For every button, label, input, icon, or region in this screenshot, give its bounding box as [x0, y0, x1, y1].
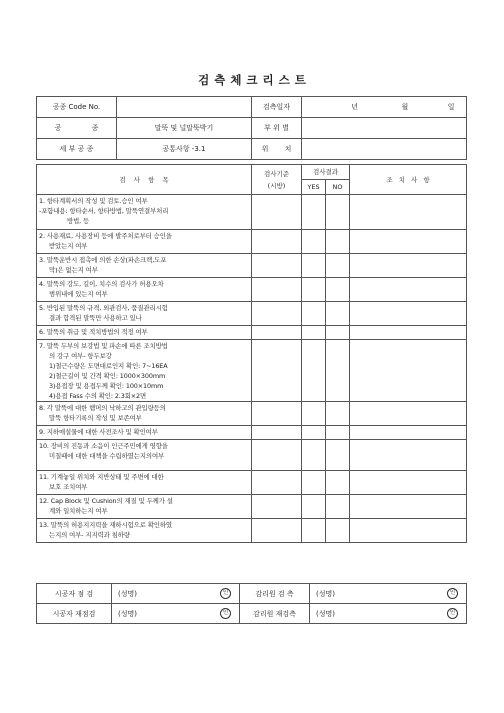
checklist-action-cell[interactable]: [350, 254, 467, 278]
location-value[interactable]: [302, 118, 467, 139]
checklist-no-cell[interactable]: [326, 471, 350, 495]
info-table: [36, 96, 467, 160]
checklist-item: [37, 519, 252, 543]
checklist-item-line: 2. 사용재료, 사용장비 등에 발주처로부터 승인을: [39, 232, 172, 240]
checklist-row: [37, 278, 467, 302]
checklist-yes-cell[interactable]: [302, 471, 326, 495]
supervisor-reinspection-label: 감리원 재검측: [240, 604, 310, 624]
checklist-item-line: 8. 각 말뚝에 대한 햄머의 낙하고의 관입량등의: [39, 404, 166, 412]
checklist-item-line: 9. 지하매설물에 대한 사전조사 및 확인여부: [39, 428, 158, 436]
checklist-item-line: 4. 말뚝의 강도, 길이, 치수의 검사가 허용오차: [39, 280, 164, 288]
checklist-item-line: 5. 반입된 말뚝의 규격, 외관검사, 품질관리시험: [39, 304, 168, 312]
checklist-item-line: 받았는지 여부: [49, 242, 88, 250]
checklist-item-line: 범위내에 있는지 여부: [49, 290, 108, 298]
checklist-standard-cell[interactable]: [252, 402, 302, 426]
checklist-yes-cell[interactable]: [302, 326, 326, 340]
checklist-item-line: 2)철근길이 및 간격 확인: 1000×300mm: [49, 372, 166, 380]
work-type-value: 말뚝 및 널말뚝박기: [117, 118, 252, 139]
checklist-no-cell[interactable]: [326, 195, 350, 230]
checklist-yes-cell[interactable]: [302, 195, 326, 230]
checklist-yes-cell[interactable]: [302, 426, 326, 440]
checklist-item-line: 7. 말뚝 두부의 보강법 및 파손에 따른 조치방법: [39, 342, 168, 350]
date-month-label: 월: [401, 103, 409, 111]
checklist-item: [37, 254, 252, 278]
checklist-no-cell[interactable]: [326, 519, 350, 543]
checklist-yes-cell[interactable]: [302, 440, 326, 471]
checklist-item-line: 12. Cap Block 및 Cushion의 재질 및 두께가 설: [39, 497, 173, 505]
header-yes: YES: [302, 180, 326, 195]
checklist-standard-cell[interactable]: [252, 230, 302, 254]
checklist-row: [37, 340, 467, 402]
checklist-item: [37, 195, 252, 230]
checklist-item-line: 결과 합격된 말뚝만 사용하고 있나: [49, 314, 142, 322]
header-result: 검사결과: [302, 165, 350, 180]
checklist-standard-cell[interactable]: [252, 278, 302, 302]
supervisor-reinspection-name: (성명): [316, 609, 335, 618]
checklist-action-cell[interactable]: [350, 426, 467, 440]
checklist-item: [37, 326, 252, 340]
checklist-row: [37, 402, 467, 426]
checklist-item-line: 1)철근수량은 도면대로인지 확인: 7~16EA: [49, 362, 168, 370]
checklist-action-cell[interactable]: [350, 302, 467, 326]
checklist-standard-cell[interactable]: [252, 326, 302, 340]
checklist-row: [37, 326, 467, 340]
inspection-date-value[interactable]: [302, 97, 467, 118]
header-items: 검 사 항 목: [37, 165, 252, 195]
checklist-table: [36, 164, 467, 543]
sub-work-value: 공통사항 -3.1: [117, 139, 252, 160]
checklist-row: [37, 230, 467, 254]
checklist-action-cell[interactable]: [350, 471, 467, 495]
checklist-item: [37, 426, 252, 440]
checklist-action-cell[interactable]: [350, 440, 467, 471]
checklist-item: [37, 302, 252, 326]
checklist-item-line: 6. 말뚝의 취급 및 적치방법의 적정 여부: [39, 328, 148, 336]
checklist-action-cell[interactable]: [350, 195, 467, 230]
header-standard-line1: 검사기준: [263, 169, 290, 178]
supervisor-inspection-signature[interactable]: [310, 584, 467, 604]
checklist-item-line: 막)은 없는지 여부: [49, 266, 98, 274]
checklist-yes-cell[interactable]: [302, 340, 326, 402]
contractor-reinspection-label: 시공자 재점검: [37, 604, 112, 624]
contractor-reinspection-name: (성명): [118, 609, 137, 618]
location-label: 부 위 별: [252, 118, 302, 139]
checklist-item: [37, 340, 252, 402]
date-day-label: 일: [447, 103, 455, 111]
checklist-yes-cell[interactable]: [302, 278, 326, 302]
checklist-no-cell[interactable]: [326, 230, 350, 254]
checklist-action-cell[interactable]: [350, 340, 467, 402]
checklist-item-line: 4)용접 Fass 수의 확인: 2.3회×2면: [49, 392, 147, 400]
checklist-row: [37, 254, 467, 278]
checklist-item: [37, 278, 252, 302]
supervisor-inspection-name: (성명): [316, 589, 335, 598]
contractor-inspection-signature[interactable]: [112, 584, 240, 604]
signature-table: [36, 583, 467, 624]
checklist-no-cell[interactable]: [326, 340, 350, 402]
checklist-action-cell[interactable]: [350, 495, 467, 519]
checklist-standard-cell[interactable]: [252, 302, 302, 326]
checklist-action-cell[interactable]: [350, 278, 467, 302]
header-action: 조 치 사 항: [350, 165, 467, 195]
checklist-item: [37, 230, 252, 254]
checklist-item-line: 방법, 등: [67, 217, 90, 225]
checklist-item-line: 보호 조치여부: [49, 483, 88, 491]
checklist-item: [37, 495, 252, 519]
project-code-value[interactable]: [117, 97, 252, 118]
supervisor-reinspection-signature[interactable]: [310, 604, 467, 624]
seal-icon: 인: [220, 588, 231, 599]
checklist-item: [37, 402, 252, 426]
work-type-label: 공 종: [37, 118, 117, 139]
checklist-row: [37, 471, 467, 495]
checklist-yes-cell[interactable]: [302, 495, 326, 519]
checklist-row: [37, 426, 467, 440]
checklist-row: [37, 495, 467, 519]
checklist-item-line: 말뚝 항타기록의 작성 및 보존여부: [49, 414, 142, 422]
checklist-item-line: -포함내용: 항타순서, 항타방법, 말뚝연결부처리: [39, 207, 169, 215]
contractor-inspection-label: 시공자 점 검: [37, 584, 112, 604]
checklist-no-cell[interactable]: [326, 302, 350, 326]
checklist-standard-cell[interactable]: [252, 254, 302, 278]
checklist-row: [37, 302, 467, 326]
checklist-item-line: 10. 장비의 진동과 소음이 인근주민에게 영향을: [39, 442, 168, 450]
checklist-yes-cell[interactable]: [302, 402, 326, 426]
checklist-item-line: 는지의 여부- 지지력과 침하량: [49, 531, 130, 539]
date-year-label: 년: [351, 103, 358, 111]
checklist-yes-cell[interactable]: [302, 230, 326, 254]
checklist-row: [37, 195, 467, 230]
checklist-yes-cell[interactable]: [302, 302, 326, 326]
checklist-no-cell[interactable]: [326, 254, 350, 278]
checklist-standard-cell[interactable]: [252, 495, 302, 519]
position-value[interactable]: [302, 139, 467, 160]
checklist-item-line: 계와 일치하는지 여부: [49, 507, 108, 515]
seal-icon: 인: [447, 588, 458, 599]
page-title: 검 측 체 크 리 스 트: [198, 73, 306, 87]
contractor-reinspection-signature[interactable]: [112, 604, 240, 624]
checklist-no-cell[interactable]: [326, 326, 350, 340]
checklist-standard-cell[interactable]: [252, 426, 302, 440]
header-standard: [252, 165, 302, 195]
checklist-item-line: 3. 말뚝운반시 접촉에 의한 손상(파손크랙,도포: [39, 256, 167, 264]
checklist-no-cell[interactable]: [326, 426, 350, 440]
checklist-action-cell[interactable]: [350, 519, 467, 543]
checklist-item-line: 의 강구 여부- 항두보강: [49, 352, 112, 360]
checklist-standard-cell[interactable]: [252, 340, 302, 402]
project-code-label: 공종 Code No.: [37, 97, 117, 118]
checklist-item: [37, 471, 252, 495]
contractor-inspection-name: (성명): [118, 589, 137, 598]
checklist-row: [37, 440, 467, 471]
checklist-action-cell[interactable]: [350, 326, 467, 340]
checklist-standard-cell[interactable]: [252, 471, 302, 495]
checklist-no-cell[interactable]: [326, 278, 350, 302]
checklist-item-line: 13. 말뚝의 허용지지력을 재하시험으로 확인하였: [39, 521, 172, 529]
checklist-standard-cell[interactable]: [252, 440, 302, 471]
inspection-date-label: 검측일자: [252, 97, 302, 118]
checklist-no-cell[interactable]: [326, 440, 350, 471]
checklist-action-cell[interactable]: [350, 230, 467, 254]
seal-icon: 인: [220, 608, 231, 619]
checklist-yes-cell[interactable]: [302, 519, 326, 543]
header-no: NO: [326, 180, 350, 195]
seal-icon: 인: [447, 608, 458, 619]
checklist-item-line: 1. 항타계획서의 작성 및 검토.승인 여부: [39, 197, 148, 205]
checklist-item-line: 11. 기계놓일 위치와 지반상태 및 주변에 대한: [39, 473, 164, 481]
checklist-no-cell[interactable]: [326, 495, 350, 519]
checklist-no-cell[interactable]: [326, 402, 350, 426]
header-standard-line2: (시방): [267, 181, 286, 190]
checklist-item-line: 3)용접장 및 용접두께 확인: 100×10mm: [49, 382, 164, 390]
checklist-item: [37, 440, 252, 471]
checklist-yes-cell[interactable]: [302, 254, 326, 278]
checklist-action-cell[interactable]: [350, 402, 467, 426]
checklist-standard-cell[interactable]: [252, 519, 302, 543]
position-label: 위 치: [252, 139, 302, 160]
supervisor-inspection-label: 감리원 검 측: [240, 584, 310, 604]
checklist-row: [37, 519, 467, 543]
checklist-item-line: 미칠때에 대한 대책을 수립하였는지의여부: [49, 452, 165, 460]
sub-work-label: 세 부 공 종: [37, 139, 117, 160]
checklist-standard-cell[interactable]: [252, 195, 302, 230]
